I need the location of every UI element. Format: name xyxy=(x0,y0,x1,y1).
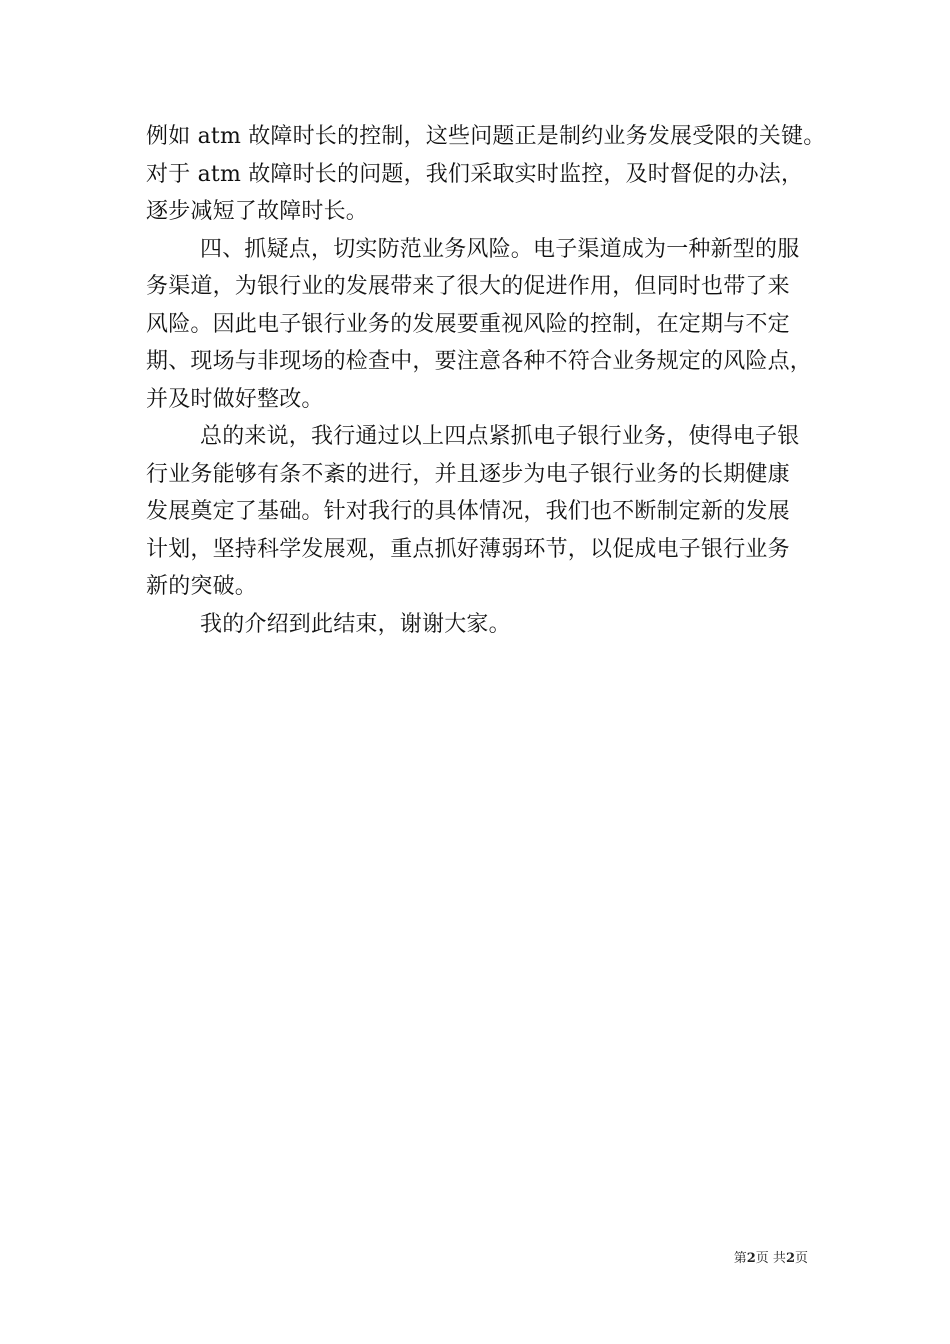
footer-prefix: 第 xyxy=(733,1251,747,1266)
footer-suffix: 页 xyxy=(794,1251,808,1266)
text-line: 发展奠定了基础。针对我行的具体情况，我们也不断制定新的发展 xyxy=(146,499,790,524)
text-line: 对于 atm 故障时长的问题，我们采取实时监控，及时督促的办法， xyxy=(146,161,804,187)
footer-middle: 页 共 xyxy=(755,1251,786,1266)
paragraph-start-line: 四、抓疑点，切实防范业务风险。电子渠道成为一种新型的服 xyxy=(200,236,800,262)
text-line: 行业务能够有条不紊的进行，并且逐步为电子银行业务的长期健康 xyxy=(146,461,790,487)
page-footer xyxy=(734,1247,808,1266)
paragraph-start-line: 我的介绍到此结束，谢谢大家。 xyxy=(200,611,511,637)
document-body xyxy=(146,118,826,643)
text-line: 风险。因此电子银行业务的发展要重视风险的控制，在定期与不定 xyxy=(146,311,790,337)
text-line: 逐步减短了故障时长。 xyxy=(146,199,369,224)
paragraph-start-line: 总的来说，我行通过以上四点紧抓电子银行业务，使得电子银 xyxy=(200,424,800,449)
current-page-number: 2 xyxy=(746,1251,756,1266)
total-page-number: 2 xyxy=(785,1251,795,1266)
text-line: 计划，坚持科学发展观，重点抓好薄弱环节，以促成电子银行业务 xyxy=(146,536,790,562)
text-line: 例如 atm 故障时长的控制，这些问题正是制约业务发展受限的关键。 xyxy=(146,124,826,149)
text-line: 期、现场与非现场的检查中，要注意各种不符合业务规定的风险点， xyxy=(146,349,813,374)
text-line: 务渠道，为银行业的发展带来了很大的促进作用，但同时也带了来 xyxy=(146,274,790,299)
text-line: 并及时做好整改。 xyxy=(146,386,324,412)
text-line: 新的突破。 xyxy=(146,574,258,599)
